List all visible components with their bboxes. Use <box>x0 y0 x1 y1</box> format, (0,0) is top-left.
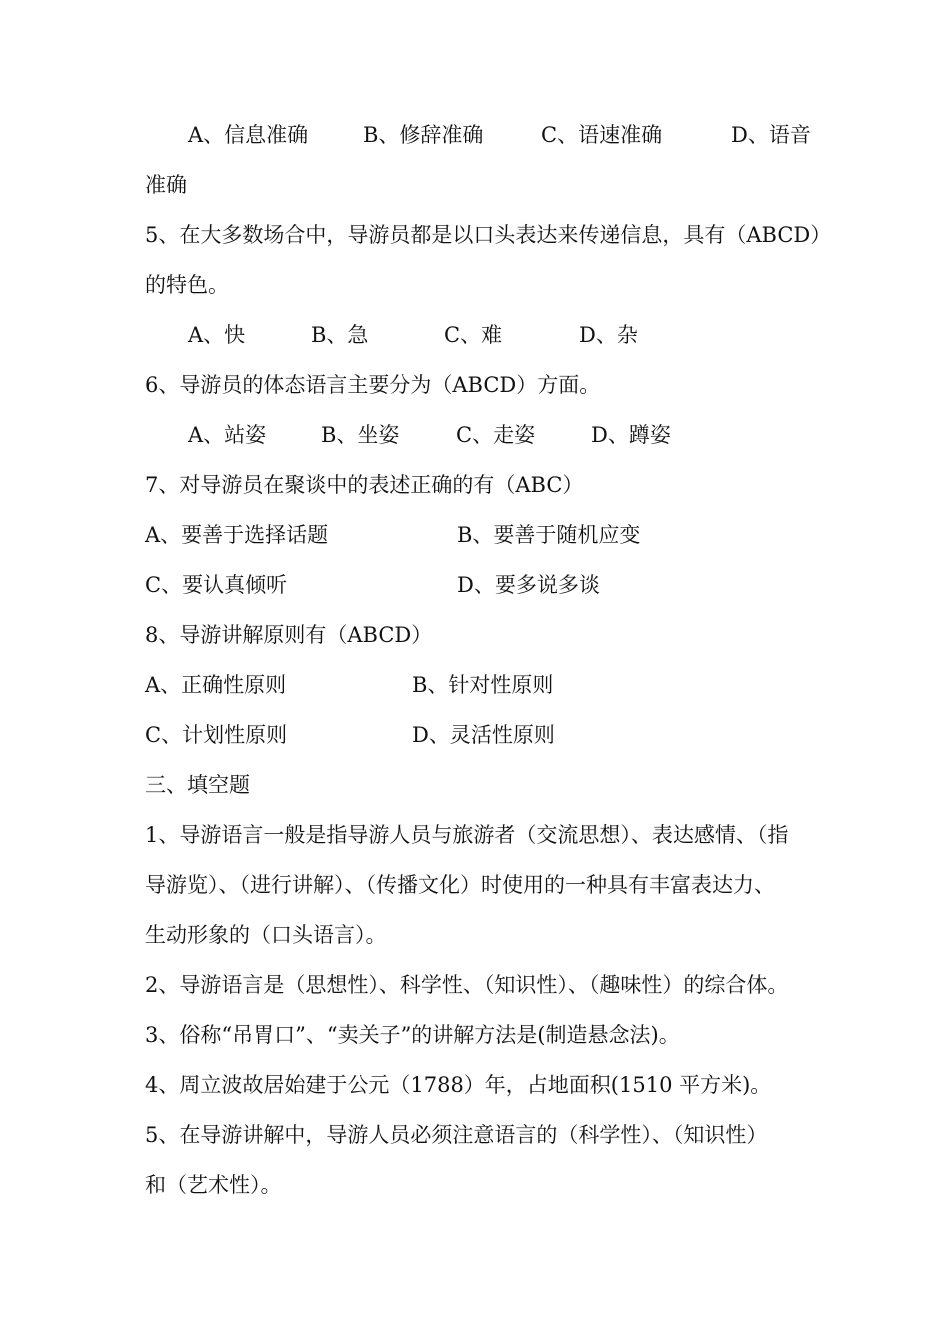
q7-option-b: B、要善于随机应变 <box>457 523 641 547</box>
q7-option-d: D、要多说多谈 <box>457 573 600 597</box>
q6-text: 6、导游员的体态语言主要分为（ABCD）方面。 <box>145 373 601 397</box>
q7-text: 7、对导游员在聚谈中的表述正确的有（ABC） <box>145 473 584 497</box>
q5-options-row <box>188 318 858 352</box>
q4-option-a: A、信息准确 <box>188 123 309 147</box>
fill-3: 3、俗称“吊胃口”、“卖关子”的讲解方法是(制造悬念法)。 <box>145 1023 680 1047</box>
q4-option-c: C、语速准确 <box>541 123 663 147</box>
q8-options-row-2 <box>145 718 815 752</box>
q8-option-b: B、针对性原则 <box>412 673 554 697</box>
q7-options-row-2 <box>145 568 815 602</box>
fill-5-line1: 5、在导游讲解中，导游人员必须注意语言的（科学性）、（知识性） <box>145 1123 768 1147</box>
q6-option-b: B、坐姿 <box>321 423 400 447</box>
q5-text-line1: 5、在大多数场合中，导游员都是以口头表达来传递信息，具有（ABCD） <box>145 223 832 247</box>
q5-option-b: B、急 <box>311 323 369 347</box>
q7-option-a: A、要善于选择话题 <box>145 523 329 547</box>
q7-options-row-1 <box>145 518 815 552</box>
q5-option-d: D、杂 <box>579 323 638 347</box>
fill-2: 2、导游语言是（思想性）、科学性、（知识性）、（趣味性）的综合体。 <box>145 973 789 997</box>
q6-options-row <box>188 418 858 452</box>
q4-option-b: B、修辞准确 <box>363 123 484 147</box>
q5-option-a: A、快 <box>188 323 246 347</box>
q8-text: 8、导游讲解原则有（ABCD） <box>145 623 433 647</box>
q4-options-row <box>188 118 858 152</box>
q8-options-row-1 <box>145 668 815 702</box>
q4-option-d-continuation: 准确 <box>145 173 187 197</box>
q8-option-c: C、计划性原则 <box>145 723 288 747</box>
q6-option-a: A、站姿 <box>188 423 267 447</box>
q7-option-c: C、要认真倾听 <box>145 573 288 597</box>
q8-option-d: D、灵活性原则 <box>412 723 555 747</box>
q6-option-c: C、走姿 <box>456 423 536 447</box>
fill-1-line3: 生动形象的（口头语言）。 <box>145 923 387 947</box>
section-heading-fill-in: 三、填空题 <box>145 773 250 797</box>
q5-text-line2: 的特色。 <box>145 273 229 297</box>
q8-option-a: A、正确性原则 <box>145 673 287 697</box>
q5-option-c: C、难 <box>444 323 503 347</box>
fill-4: 4、周立波故居始建于公元（1788）年，占地面积(1510 平方米)。 <box>145 1073 772 1097</box>
q6-option-d: D、蹲姿 <box>591 423 671 447</box>
q4-option-d: D、语音 <box>731 123 811 147</box>
fill-1-line2: 导游览）、（进行讲解）、（传播文化）时使用的一种具有丰富表达力、 <box>145 873 775 897</box>
fill-5-line2: 和（艺术性）。 <box>145 1173 282 1197</box>
fill-1-line1: 1、导游语言一般是指导游人员与旅游者（交流思想）、表达感情、（指 <box>145 823 789 847</box>
